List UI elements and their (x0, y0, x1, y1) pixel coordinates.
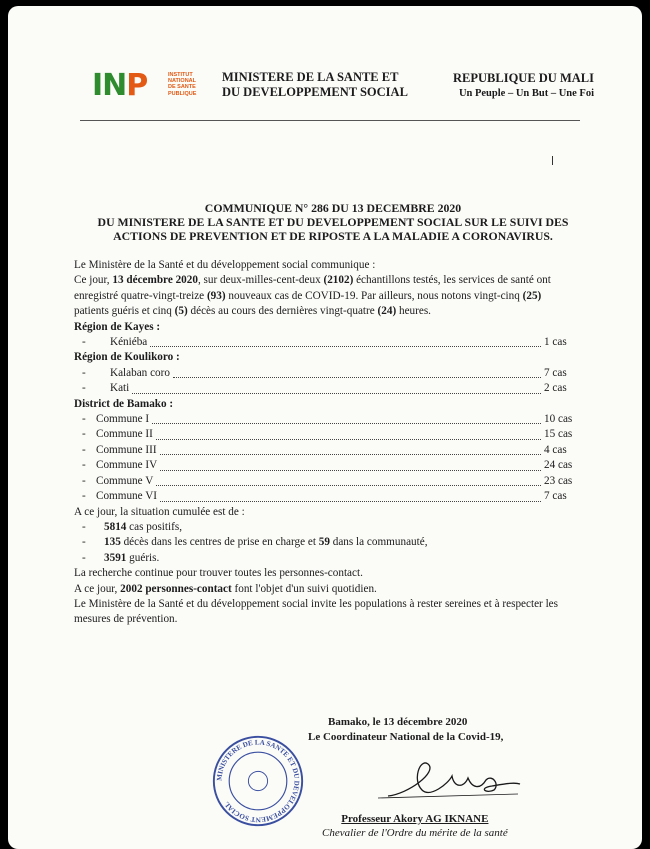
ministry-name: MINISTERE DE LA SANTE ET DU DEVELOPPEMENT SOCIAL (222, 70, 408, 99)
case-row: - Commune IV 24 cas (82, 459, 573, 472)
cumul-item: - 5814 cas positifs, (82, 520, 182, 533)
case-row: - Commune II 15 cas (82, 428, 573, 441)
region-heading: District de Bamako : (74, 397, 174, 410)
case-row: - Commune III 4 cas (82, 443, 567, 456)
intro-line: Le Ministère de la Santé et du développement social communique : (74, 259, 376, 271)
cumul-intro: A ce jour, la situation cumulée est de : (74, 505, 245, 518)
svg-text:MINISTERE DE LA SANTE ET DU DE: MINISTERE DE LA SANTE ET DU DEVELOPPEMENT SOCIAL (215, 738, 301, 824)
document-page (8, 6, 642, 849)
letterhead (8, 6, 642, 126)
closing-line: A ce jour, 2002 personnes-contact font l'objet d'un suivi quotidien. (74, 582, 377, 595)
republic-header: REPUBLIQUE DU MALI Un Peuple – Un But – Une Foi (453, 71, 594, 99)
cumul-item: - 3591 guéris. (82, 551, 160, 564)
case-row: - Commune VI 7 cas (82, 490, 567, 503)
closing-line: Le Ministère de la Santé et du développement social invite les populations à rester sereines et à respecter les mesures de prévention. (74, 597, 558, 626)
case-row: - Kalaban coro 7 cas (82, 366, 567, 379)
insp-logo-subtitle: INSTITUT NATIONAL DE SANTE PUBLIQUE (168, 72, 197, 97)
communique-title: COMMUNIQUE N° 286 DU 13 DECEMBRE 2020 DU MINISTERE DE LA SANTE ET DU DEVELOPPEMENT SOCIAL SUR LE SUIVI DES ACTIONS DE PREVENTION ET DE RIPOSTE A LA MALADIE A CORONAVIRUS. (97, 201, 569, 243)
case-row: - Kéniéba 1 cas (82, 336, 567, 349)
insp-logo: INP (92, 68, 148, 103)
signer-identity: Professeur Akory AG IKNANE Chevalier de l'Ordre du mérite de la santé (322, 813, 508, 839)
intro-paragraph: Ce jour, 13 décembre 2020, sur deux-milles-cent-deux (2102) échantillons testés, les services de santé ont enregistré quatre-vingt-treize (93) nouveaux cas de COVID-19. Par ailleurs, nous notons vingt-cinq (25) patients guéris et cinq (5) décès au cours des dernières vingt-quatre (24) heures. (74, 274, 551, 318)
official-stamp (210, 733, 306, 829)
region-heading: Région de Kayes : (74, 320, 161, 333)
signature-block: Bamako, le 13 décembre 2020 Le Coordinateur National de la Covid-19, (308, 716, 504, 743)
case-row: - Commune V 23 cas (82, 474, 573, 487)
region-heading: Région de Koulikoro : (74, 351, 180, 364)
margin-mark (552, 156, 553, 165)
case-row: - Kati 2 cas (82, 382, 567, 395)
header-divider (80, 120, 580, 121)
cumul-item: - 135 décès dans les centres de prise en charge et 59 dans la communauté, (82, 536, 428, 549)
communique-body (74, 258, 574, 628)
closing-line: La recherche continue pour trouver toutes les personnes-contact. (74, 567, 363, 580)
case-row: - Commune I 10 cas (82, 413, 573, 426)
handwritten-signature-icon (368, 754, 528, 804)
